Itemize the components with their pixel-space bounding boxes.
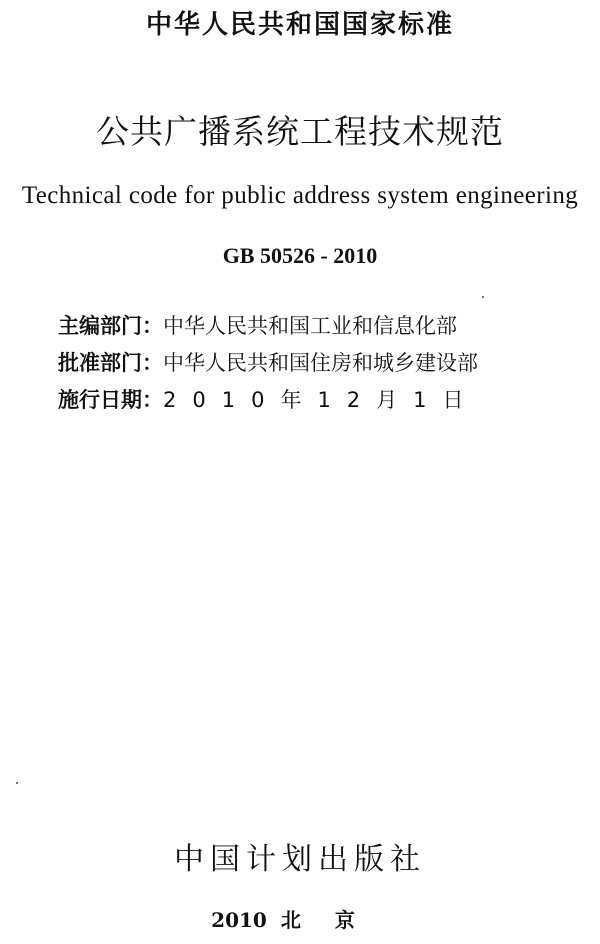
publication-city: 北京 xyxy=(280,908,389,932)
approver-department-value: 中华人民共和国住房和城乡建设部 xyxy=(163,351,478,375)
standard-series-heading: 中华人民共和国国家标准 xyxy=(145,10,454,40)
document-title-chinese: 公共广播系统工程技术规范 xyxy=(96,112,504,151)
effective-date-label: 施行日期： xyxy=(58,388,163,412)
effective-date-value: 2010年12月1日 xyxy=(163,388,480,412)
scan-speck xyxy=(482,296,484,298)
approver-department-row xyxy=(58,347,558,377)
editor-department-row xyxy=(58,310,558,340)
editor-department-label: 主编部门： xyxy=(58,314,163,338)
publication-year-place xyxy=(0,904,600,933)
editor-department-value: 中华人民共和国工业和信息化部 xyxy=(163,314,457,338)
document-title-english: Technical code for public address system engineering xyxy=(21,182,579,209)
approver-department-label: 批准部门： xyxy=(58,351,163,375)
publication-year: 2010 xyxy=(211,908,267,932)
effective-date-row xyxy=(58,384,558,414)
standard-code: GB 50526 - 2010 xyxy=(222,243,378,268)
publisher-name: 中国计划出版社 xyxy=(174,842,426,877)
scan-speck xyxy=(16,782,18,784)
